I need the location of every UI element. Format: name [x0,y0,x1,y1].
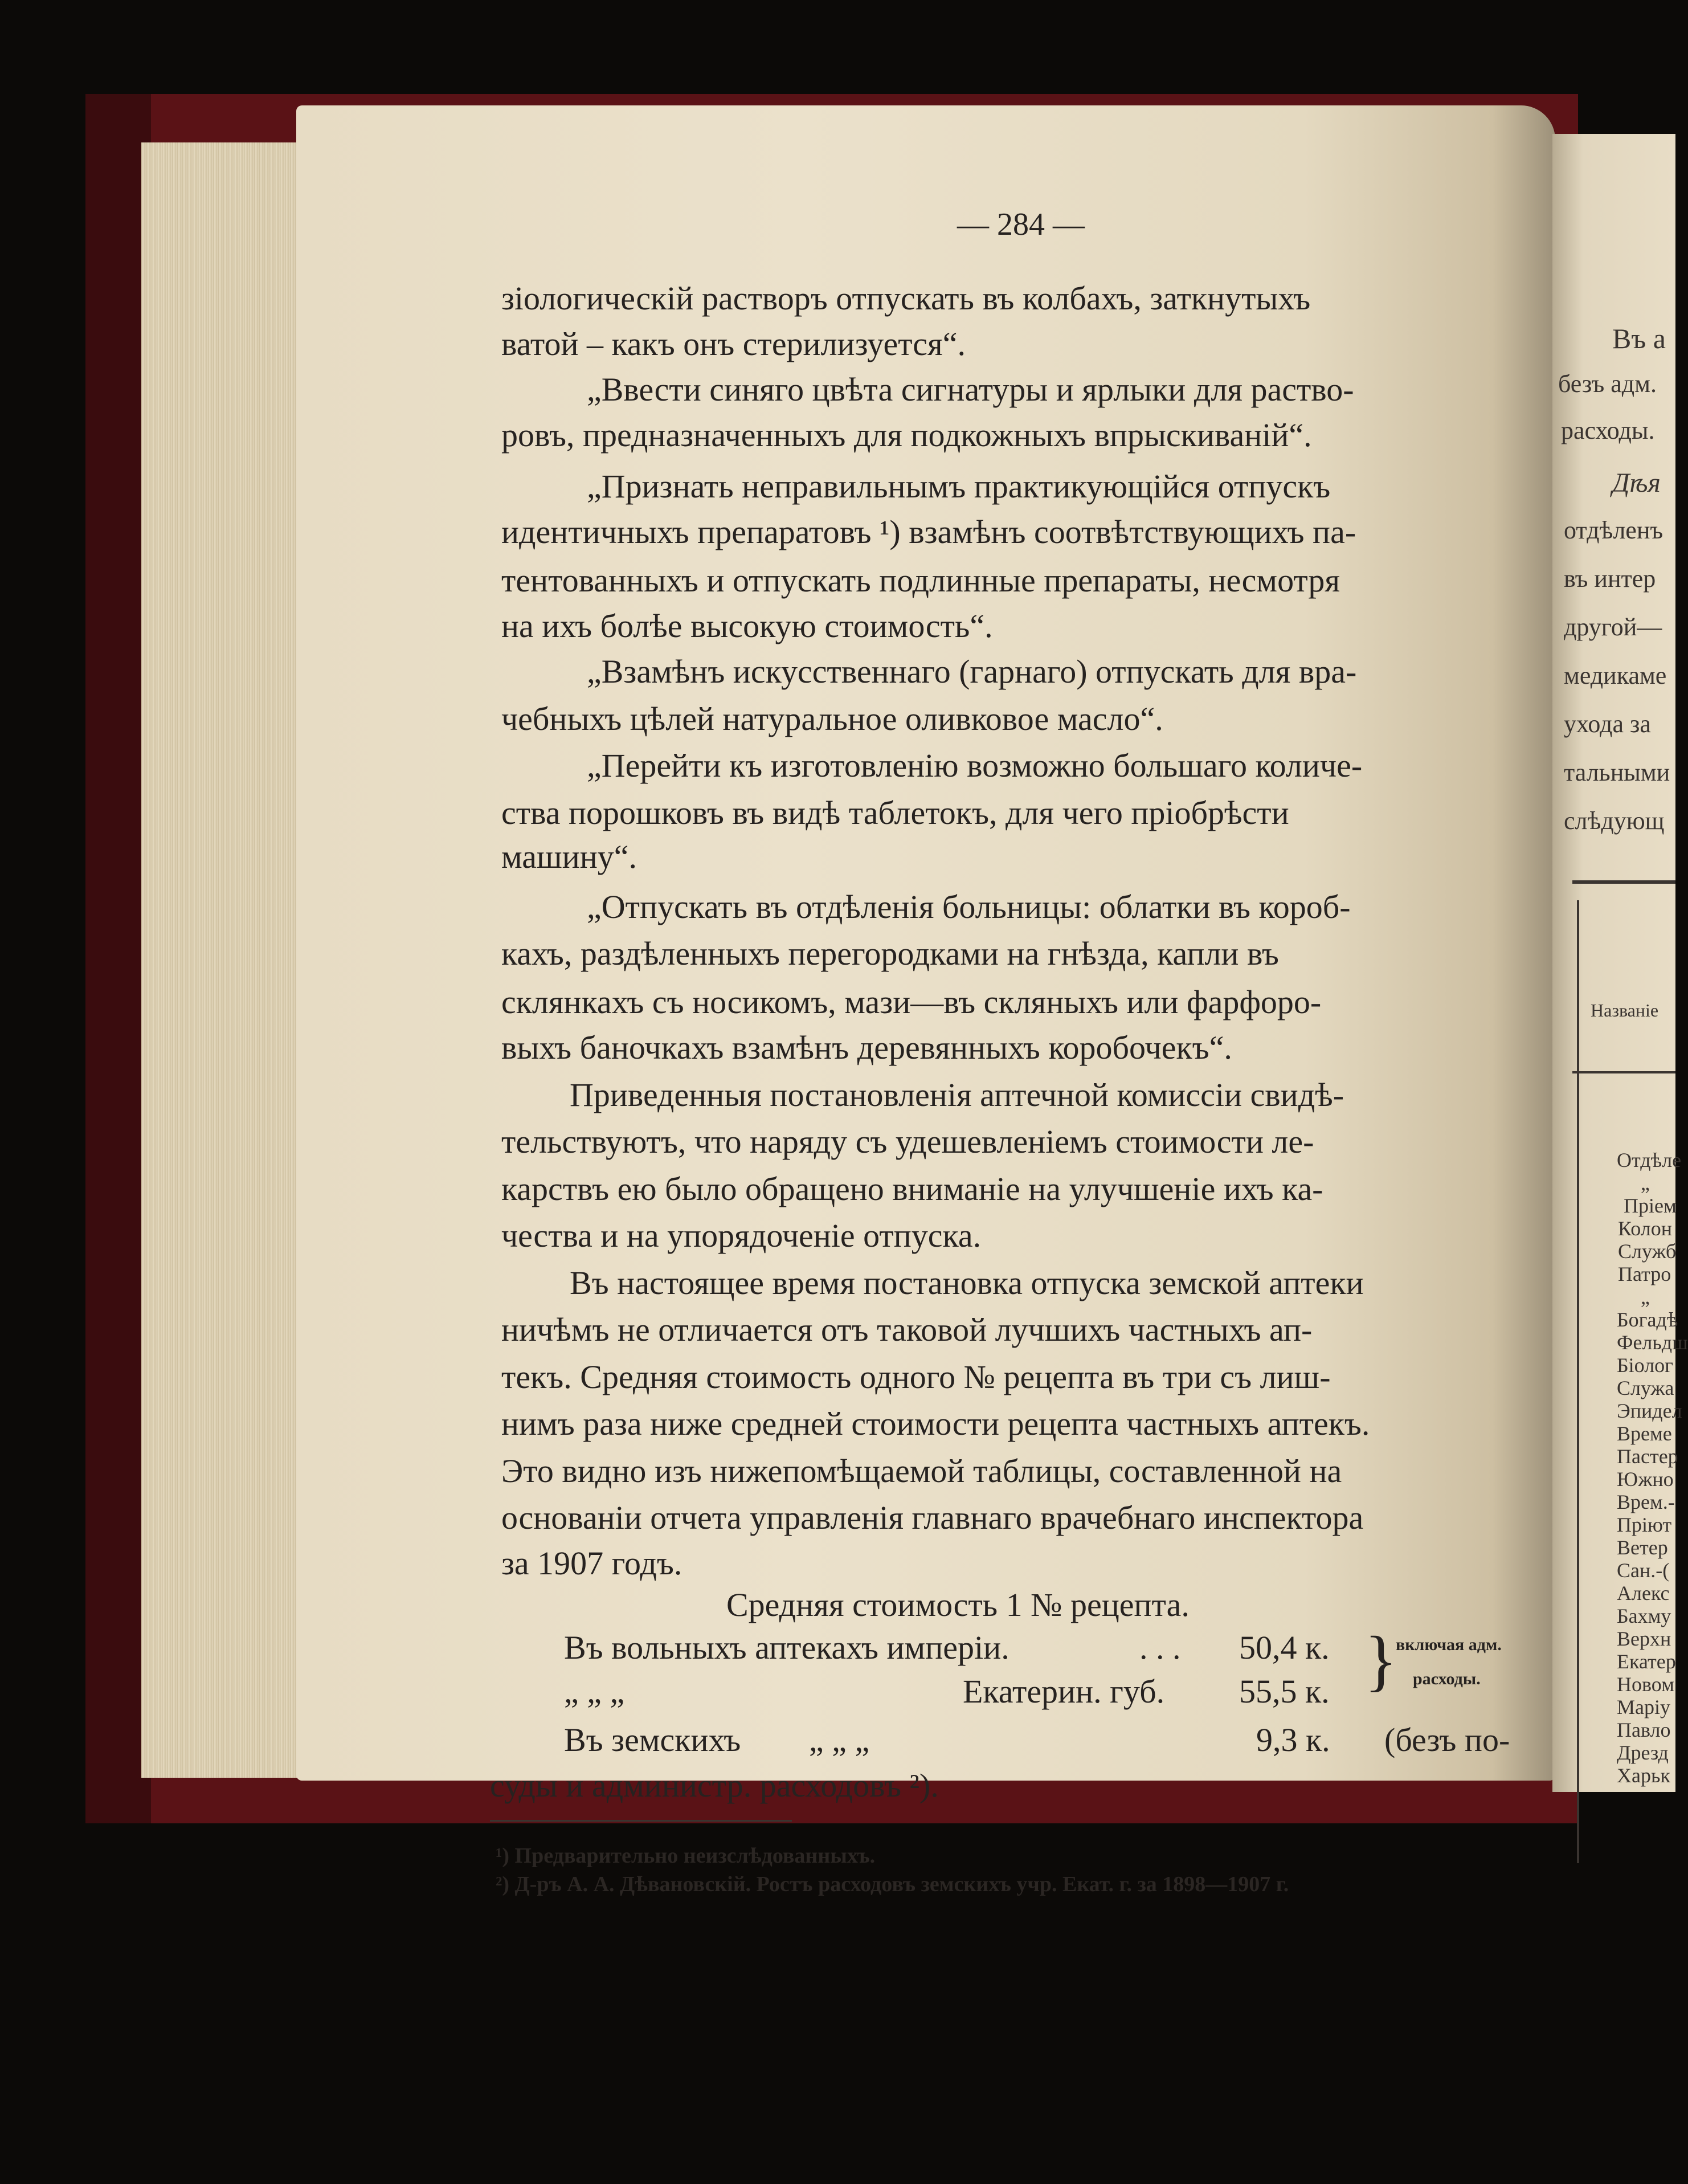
row3-value: 9,3 к. [1256,1721,1330,1758]
table-row: Врем.- [1617,1491,1675,1513]
row2-ditto: „ „ „ [564,1673,625,1710]
body-line: идентичныхъ препаратовъ ¹) взамѣнъ соотвѣтствующихъ па- [501,513,1356,550]
table-row: Прiют [1617,1513,1672,1536]
table-row: Марiу [1617,1696,1670,1718]
table-row: Пастер [1617,1445,1678,1468]
table-row: Верхн [1617,1627,1671,1650]
brace-note: расходы. [1413,1669,1481,1688]
table-row: „ [1641,1285,1650,1308]
row3-label: Въ земскихъ [564,1721,741,1758]
footnote-rule [490,1820,792,1822]
body-line: текъ. Средняя стоимость одного № рецепта въ три съ лиш- [501,1358,1331,1395]
body-line: машину“. [501,838,637,875]
table-left-rule [1577,900,1579,1863]
body-line: „Взамѣнъ искусственнаго (гарнаго) отпускать для вра- [587,653,1357,690]
page-edges [141,142,306,1778]
table-row: Бахму [1617,1605,1671,1627]
table-row: Патро [1618,1263,1671,1285]
body-line: на ихъ болѣе высокую стоимость“. [501,607,993,644]
table-row: Богадѣ [1617,1308,1678,1331]
row2-label: Екатерин. губ. [963,1673,1165,1710]
body-line: „Признать неправильнымъ практикующiйся отпускъ [587,468,1331,505]
right-line: ухода за [1564,710,1651,738]
footnote: ¹) Предварительно неизслѣдованныхъ. [496,1844,876,1868]
brace-icon: } [1364,1622,1397,1698]
body-line: „Ввести синяго цвѣта сигнатуры и ярлыки для раство- [587,371,1354,408]
body-line: ватой – какъ онъ стерилизуется“. [501,325,966,362]
table-row: Служб [1618,1240,1677,1263]
row1-label: Въ вольныхъ аптекахъ имперiи. [564,1629,1009,1666]
row1-value: 50,4 к. [1239,1629,1330,1666]
table-header: Названiе [1591,1000,1659,1020]
table-top-rule [1572,880,1675,884]
right-line: другой— [1564,613,1662,641]
body-line: ровъ, предназначенныхъ для подкожныхъ впрыскиванiй“. [501,417,1312,454]
row3-ditto: „ „ „ [809,1721,870,1758]
table-header-rule [1572,1071,1675,1073]
table-row: Ветер [1617,1536,1668,1559]
body-line: Въ настоящее время постановка отпуска земской аптеки [570,1264,1364,1301]
body-line: выхъ баночкахъ взамѣнъ деревянныхъ коробочекъ“. [501,1029,1232,1066]
table-row: Колон [1618,1217,1672,1240]
right-line: Въ а [1612,323,1666,354]
right-line: въ интер [1564,565,1656,593]
table-row: Прiем [1624,1194,1677,1217]
table-row: Време [1617,1422,1672,1445]
table-row: Алекс [1617,1582,1670,1605]
body-line: „Перейти къ изготовленiю возможно большаго количе- [587,747,1363,784]
body-line: чебныхъ цѣлей натуральное оливковое масло“. [501,700,1163,737]
body-line: зiологическiй растворъ отпускать въ колбахъ, заткнутыхъ [501,280,1311,317]
right-line: отдѣленъ [1564,516,1664,544]
row3-continuation: суды и администр. расходовъ ²). [490,1767,939,1804]
table-title: Средняя стоимость 1 № рецепта. [726,1586,1190,1623]
body-line: Приведенныя постановленiя аптечной комиссiи свидѣ- [570,1076,1344,1113]
table-row: Харьк [1617,1764,1670,1787]
body-line: Это видно изъ нижепомѣщаемой таблицы, составленной на [501,1452,1342,1489]
right-line: Дѣя [1612,468,1661,498]
table-row: Павло [1617,1718,1671,1741]
row3-note: (безъ по- [1384,1721,1510,1758]
footnote: ²) Д-ръ А. А. Дѣвановскiй. Ростъ расходовъ земскихъ учр. Екат. г. за 1898—1907 г. [496,1872,1289,1896]
table-row: Екатер [1617,1650,1676,1673]
table-row: Южно [1617,1468,1674,1491]
table-row: Дрезд [1617,1741,1669,1764]
table-row: Сан.-( [1617,1559,1670,1582]
body-line: нимъ раза ниже средней стоимости рецепта частныхъ аптекъ. [501,1405,1370,1442]
right-line: медикаме [1564,662,1667,689]
table-row: Фельдш [1617,1331,1688,1354]
body-line: „Отпускать въ отдѣленiя больницы: облатки въ короб- [587,888,1351,925]
right-line: расходы. [1561,417,1655,444]
brace-note: включая адм. [1396,1635,1502,1654]
body-line: чества и на упорядоченiе отпуска. [501,1217,982,1254]
right-line: безъ адм. [1558,370,1657,398]
table-row: Отдѣле [1617,1149,1682,1171]
body-line: ства порошковъ въ видѣ таблетокъ, для чего прiобрѣсти [501,794,1289,831]
table-row: Бiолог [1617,1354,1673,1377]
row1-dots: . . . [1139,1629,1181,1666]
body-line: карствъ ею было обращено вниманiе на улучшенiе ихъ ка- [501,1170,1323,1207]
row2-value: 55,5 к. [1239,1673,1330,1710]
body-line: основанiи отчета управленiя главнаго врачебнаго инспектора [501,1499,1364,1536]
table-row: Эпидел [1617,1399,1682,1422]
body-line: тентованныхъ и отпускать подлинные препараты, несмотря [501,562,1340,599]
body-line: склянкахъ съ носикомъ, мази—въ скляныхъ или фарфоро- [501,983,1322,1020]
right-line: слѣдующ [1564,807,1665,835]
right-line: тальными [1564,758,1670,786]
page-number: — 284 — [957,207,1085,242]
table-row: Служа [1617,1377,1674,1399]
body-line: ничѣмъ не отличается отъ таковой лучшихъ частныхъ ап- [501,1311,1313,1348]
body-line: тельствуютъ, что наряду съ удешевленiемъ стоимости ле- [501,1123,1314,1160]
table-row: „ [1641,1171,1650,1194]
table-row: Новом [1617,1673,1674,1696]
body-line: за 1907 годъ. [501,1545,682,1582]
body-line: кахъ, раздѣленныхъ перегородками на гнѣзда, капли въ [501,935,1279,972]
